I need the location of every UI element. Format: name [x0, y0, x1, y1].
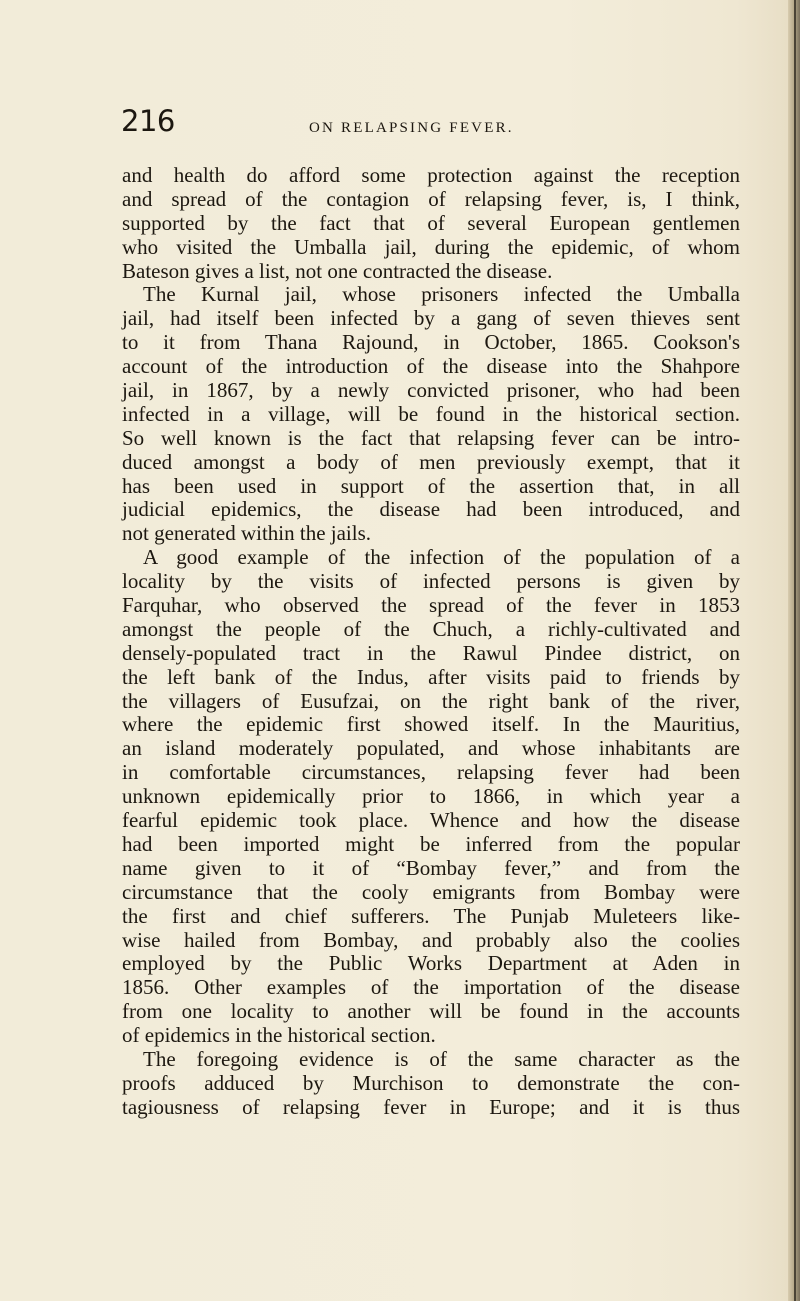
text-line: densely-populated tract in the Rawul Pindee district, on: [122, 640, 740, 665]
text-line: from one locality to another will be found in the accounts: [122, 999, 740, 1024]
text-line: had been imported might be inferred from the popular: [122, 831, 740, 856]
text-line: jail, in 1867, by a newly convicted prisoner, who had been: [122, 378, 740, 403]
text-line: Farquhar, who observed the spread of the fever in 1853: [122, 593, 740, 618]
text-line: the left bank of the Indus, after visits paid to friends by: [122, 664, 740, 689]
text-line: proofs adduced by Murchison to demonstrate the con-: [122, 1070, 740, 1095]
text-line: the villagers of Eusufzai, on the right bank of the river,: [122, 688, 740, 713]
text-line: judicial epidemics, the disease had been introduced, and: [122, 497, 740, 522]
text-line: and spread of the contagion of relapsing fever, is, I think,: [122, 186, 740, 211]
text-line: account of the introduction of the disease into the Shahpore: [122, 354, 740, 379]
text-line: has been used in support of the assertion that, in all: [122, 473, 740, 498]
text-line: to it from Thana Rajound, in October, 1865. Cookson's: [122, 330, 740, 355]
text-line: amongst the people of the Chuch, a richly-cultivated and: [122, 616, 740, 641]
text-line: wise hailed from Bombay, and probably also the coolies: [122, 927, 740, 952]
text-line: employed by the Public Works Department at Aden in: [122, 951, 740, 976]
text-line: jail, had itself been infected by a gang of seven thieves sent: [122, 306, 740, 331]
text-line: infected in a village, will be found in the historical section.: [122, 401, 740, 426]
text-line: Bateson gives a list, not one contracted the disease.: [122, 258, 553, 283]
text-line: circumstance that the cooly emigrants from Bombay were: [122, 879, 740, 904]
page-edge-shadow: [788, 0, 800, 1301]
text-line: locality by the visits of infected persons is given by: [122, 569, 740, 594]
running-head: ON RELAPSING FEVER.: [309, 120, 514, 136]
text-line: 1856. Other examples of the importation of the disease: [122, 975, 740, 1000]
body-text: [122, 164, 740, 1120]
text-line: supported by the fact that of several European gentlemen: [122, 210, 740, 235]
page-number: 216: [121, 104, 175, 138]
text-line: A good example of the infection of the population of a: [143, 545, 740, 570]
text-line: not generated within the jails.: [122, 521, 372, 546]
text-line: an island moderately populated, and whose inhabitants are: [122, 736, 740, 761]
text-line: So well known is the fact that relapsing fever can be intro-: [122, 425, 740, 450]
page-header: [121, 104, 741, 144]
text-line: unknown epidemically prior to 1866, in which year a: [122, 784, 740, 809]
text-line: and health do afford some protection against the reception: [122, 163, 740, 187]
text-line: The foregoing evidence is of the same character as the: [143, 1046, 740, 1071]
text-line: tagiousness of relapsing fever in Europe; and it is thus: [122, 1094, 740, 1119]
text-line: where the epidemic first showed itself. In the Mauritius,: [122, 712, 740, 737]
text-line: in comfortable circumstances, relapsing fever had been: [122, 760, 740, 785]
text-line: duced amongst a body of men previously exempt, that it: [122, 449, 740, 474]
text-line: the first and chief sufferers. The Punjab Muleteers like-: [122, 903, 740, 928]
text-line: who visited the Umballa jail, during the epidemic, of whom: [122, 234, 740, 259]
text-line: The Kurnal jail, whose prisoners infected the Umballa: [143, 282, 740, 307]
text-line: of epidemics in the historical section.: [122, 1023, 436, 1048]
text-line: name given to it of “Bombay fever,” and from the: [122, 855, 740, 880]
text-line: fearful epidemic took place. Whence and how the disease: [122, 808, 740, 833]
